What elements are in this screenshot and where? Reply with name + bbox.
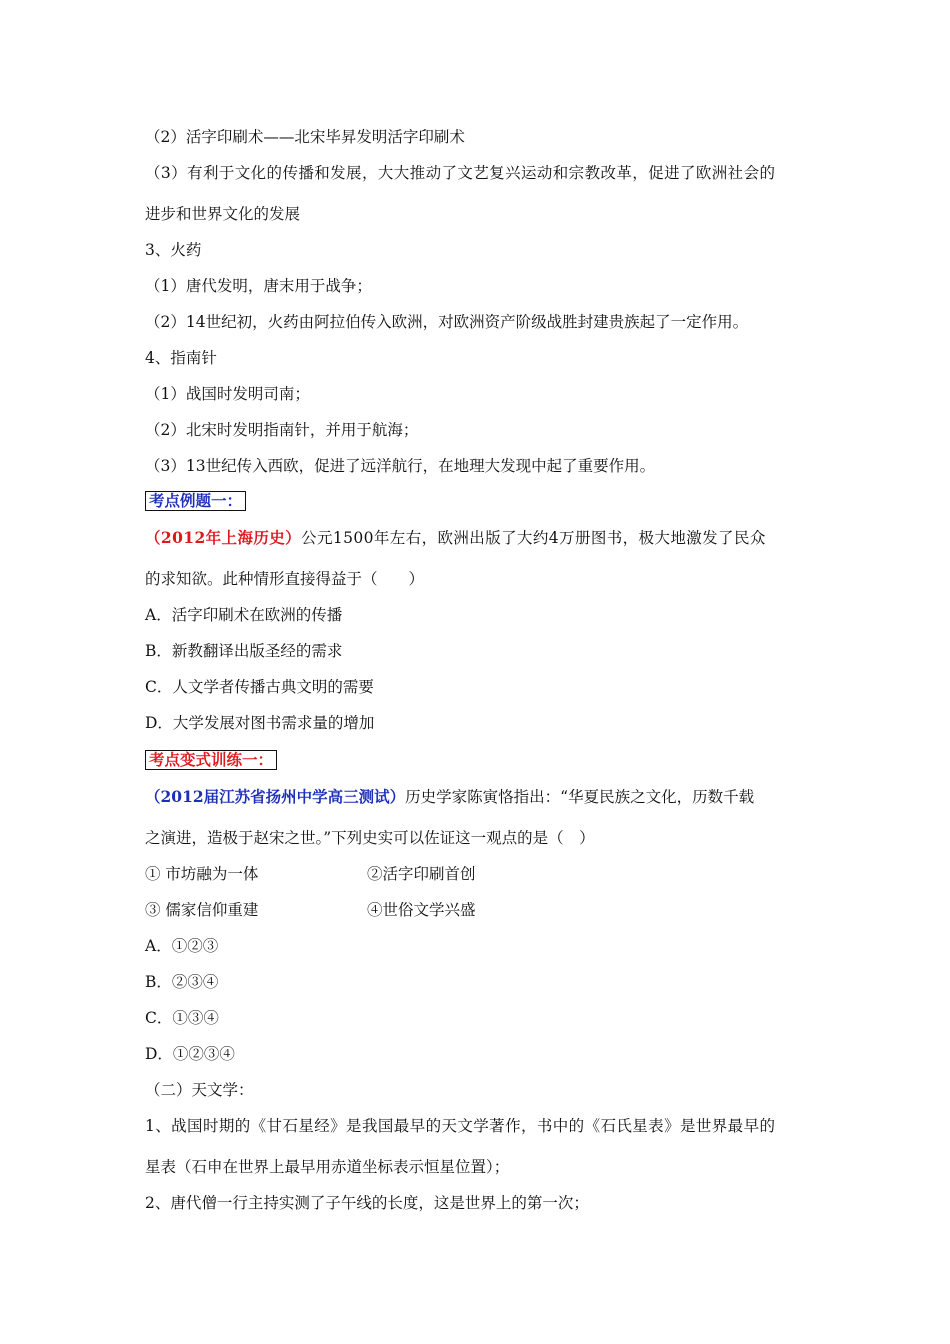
- astronomy-p2: 2、唐代僧一行主持实测了子午线的长度，这是世界上的第一次；: [145, 1194, 589, 1212]
- option-a: A．活字印刷术在欧洲的传播: [145, 606, 343, 624]
- option-d: D．大学发展对图书需求量的增加: [145, 714, 375, 732]
- example-heading-label: 考点例题一：: [145, 491, 246, 511]
- astronomy-p1: 1、战国时期的《甘石星经》是我国最早的天文学著作，书中的《石氏星表》是世界最早的: [145, 1117, 776, 1135]
- text-line: （1）唐代发明，唐末用于战争；: [145, 277, 372, 295]
- option-c: C．人文学者传播古典文明的需要: [145, 678, 374, 696]
- example-stem: [145, 528, 766, 548]
- practice-heading: [145, 750, 277, 770]
- practice-items-row: [145, 900, 476, 920]
- text-line: （2）活字印刷术——北宋毕昇发明活字印刷术: [145, 128, 465, 146]
- astronomy-p1-cont: 星表（石申在世界上最早用赤道坐标表示恒星位置）；: [145, 1158, 510, 1176]
- practice-option-d: D．①②③④: [145, 1045, 235, 1063]
- option-b: B．新教翻译出版圣经的需求: [145, 642, 343, 660]
- practice-source: （2012届江苏省扬州中学高三测试）: [145, 787, 406, 806]
- item-2: ②活字印刷首创: [367, 865, 476, 883]
- item-4: ④世俗文学兴盛: [367, 901, 476, 919]
- text-line: （2）14世纪初，火药由阿拉伯传入欧洲，对欧洲资产阶级战胜封建贵族起了一定作用。: [145, 313, 749, 331]
- astronomy-title: （二）天文学：: [145, 1081, 254, 1099]
- item-1: ① 市坊融为一体: [145, 865, 259, 883]
- practice-stem-text: 历史学家陈寅恪指出：“华夏民族之文化，历数千载: [405, 788, 755, 806]
- example-source: （2012年上海历史）: [145, 528, 302, 547]
- text-line: （3）13世纪传入西欧，促进了远洋航行，在地理大发现中起了重要作用。: [145, 457, 656, 475]
- practice-heading-label: 考点变式训练一：: [145, 750, 277, 770]
- practice-stem: [145, 787, 754, 807]
- example-heading: [145, 491, 246, 511]
- practice-option-a: A．①②③: [145, 937, 219, 955]
- practice-items-row: [145, 864, 476, 884]
- practice-option-c: C．①③④: [145, 1009, 219, 1027]
- example-stem-text: 公元1500年左右，欧洲出版了大约4万册图书，极大地激发了民众: [301, 529, 766, 547]
- section-heading: 3、火药: [145, 241, 202, 259]
- section-heading: 4、指南针: [145, 349, 217, 367]
- example-stem-cont: 的求知欲。此种情形直接得益于（ ）: [145, 570, 425, 588]
- text-line: （1）战国时发明司南；: [145, 385, 310, 403]
- item-3: ③ 儒家信仰重建: [145, 901, 259, 919]
- text-line: （2）北宋时发明指南针，并用于航海；: [145, 421, 419, 439]
- text-line: 进步和世界文化的发展: [145, 205, 301, 223]
- text-line: （3）有利于文化的传播和发展，大大推动了文艺复兴运动和宗教改革，促进了欧洲社会的: [145, 164, 776, 182]
- practice-option-b: B．②③④: [145, 973, 219, 991]
- practice-stem-cont: 之演进，造极于赵宋之世。”下列史实可以佐证这一观点的是（ ）: [145, 829, 595, 847]
